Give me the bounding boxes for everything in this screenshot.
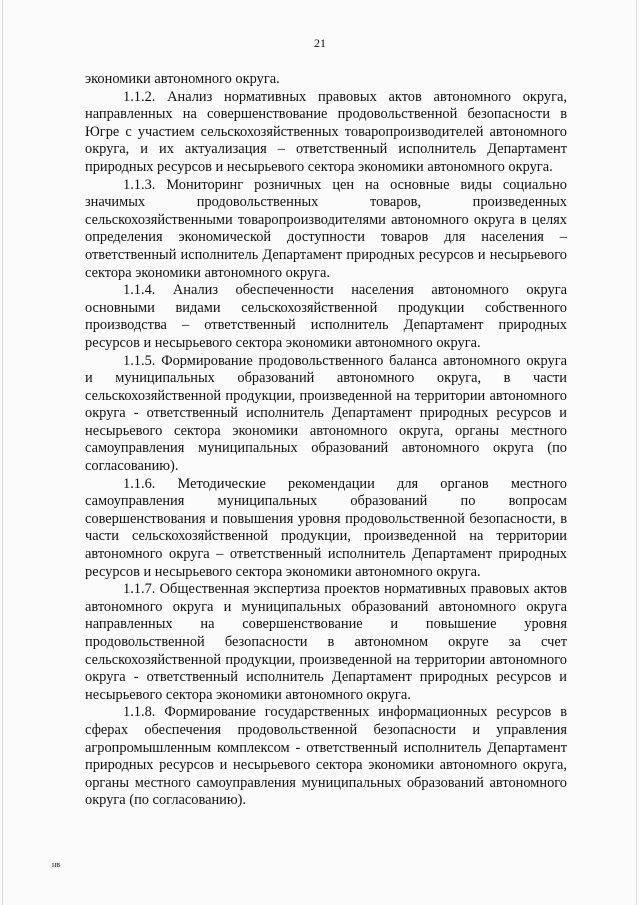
footer-mark: нв xyxy=(52,860,61,869)
paragraph-1-1-5: 1.1.5. Формирование продовольственного баланса автономного округа и муниципальных образований автономного округа, в части сельскохозяйственной продукции, произведенной на территории автономного округа - ответственный исполнитель Департамент природных ресурсов и несырьевого сектора экономики автономного округа, органы местного самоуправления муниципальных образований автономного округа (по согласованию). xyxy=(85,352,567,475)
scan-edge-right xyxy=(636,0,637,905)
paragraph-1-1-6: 1.1.6. Методические рекомендации для органов местного самоуправления муниципальных образований по вопросам совершенствования и повышения уровня продовольственной безопасности, в части сельскохозяйственной продукции, произведенной на территории автономного округа – ответственный исполнитель Департамент природных ресурсов и несырьевого сектора экономики автономного округа. xyxy=(85,475,567,580)
paragraph-1-1-8: 1.1.8. Формирование государственных информационных ресурсов в сферах обеспечения продовольственной безопасности и управления агропромышленным комплексом - ответственный исполнитель Департамент природных ресурсов и несырьевого сектора экономики автономного округа, органы местного самоуправления муниципальных образований автономного округа (по согласованию). xyxy=(85,704,567,809)
document-body xyxy=(85,71,567,810)
paragraph-1-1-4: 1.1.4. Анализ обеспеченности населения автономного округа основными видами сельскохозяйственной продукции собственного производства – ответственный исполнитель Департамент природных ресурсов и несырьевого сектора экономики автономного округа. xyxy=(85,282,567,351)
scan-edge-left xyxy=(2,0,3,905)
page-number: 21 xyxy=(314,36,326,50)
paragraph-1-1-2: 1.1.2. Анализ нормативных правовых актов автономного округа, направленных на совершенствование продовольственной безопасности в Югре с участием сельскохозяйственных товаропроизводителей автономного округа, и их актуализация – ответственный исполнитель Департамент природных ресурсов и несырьевого сектора экономики автономного округа. xyxy=(85,88,567,175)
paragraph-continuation: экономики автономного округа. xyxy=(85,71,280,87)
paragraph-1-1-3: 1.1.3. Мониторинг розничных цен на основные виды социально значимых продовольственных товаров, произведенных сельскохозяйственными товаропроизводителями автономного округа в целях определения экономической доступности товаров для населения – ответственный исполнитель Департамент природных ресурсов и несырьевого сектора экономики автономного округа. xyxy=(85,176,567,281)
paragraph-1-1-7: 1.1.7. Общественная экспертиза проектов нормативных правовых актов автономного округа и муниципальных образований автономного округа направленных на совершенствование и повышение уровня продовольственной безопасности в автономном округе за счет сельскохозяйственной продукции, произведенной на территории автономного округа - ответственный исполнитель Департамент природных ресурсов и несырьевого сектора экономики автономного округа. xyxy=(85,581,567,703)
